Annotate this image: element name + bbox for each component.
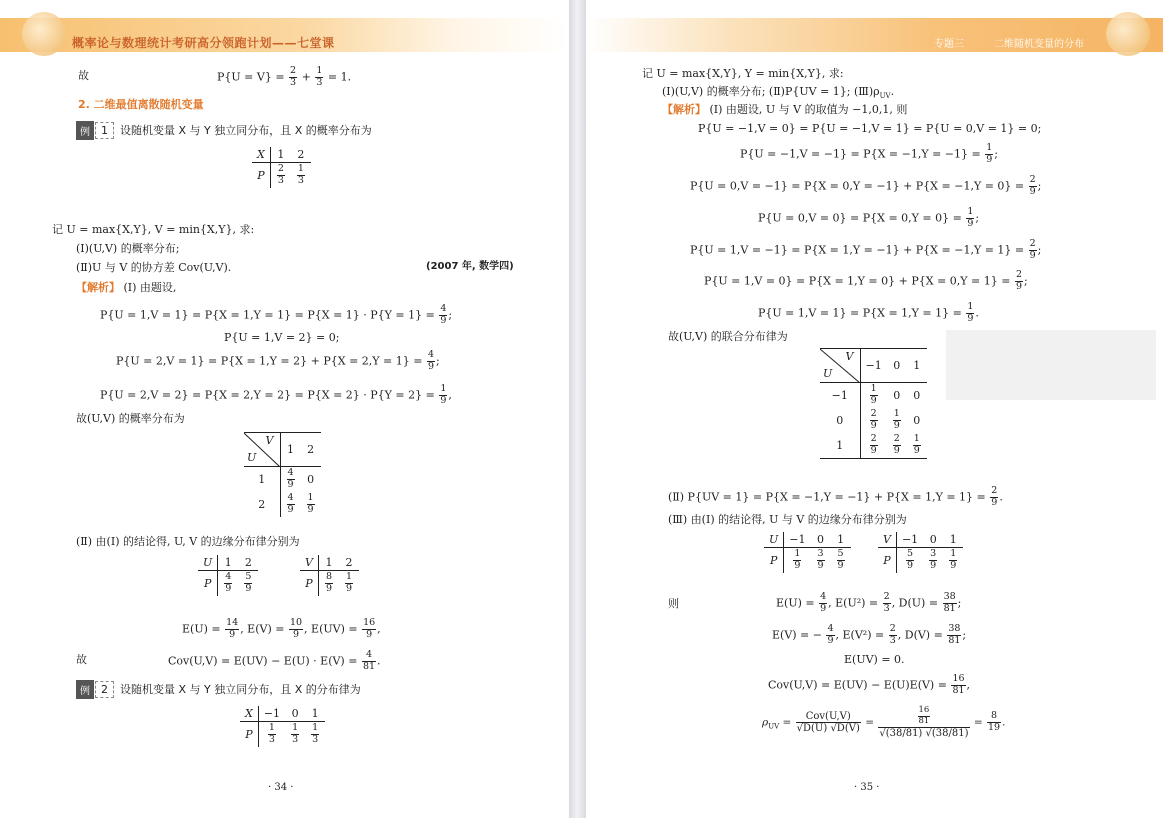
source-note: (2007 年, 数学四) [426, 261, 514, 272]
eq-1: P{U = 1,V = 1} = P{X = 1,Y = 1} = P{X = 1} · P{Y = 1} = $\frac{4}{9}$ ; [100, 303, 453, 326]
rho-line: $\rho_{UV}$ = $\frac{\text{Cov(U,V)}}{√D(U) √D(V)}$ = $\frac{\frac{16}{81}}{√(38/81) √(38/81)}$ = $\frac{8}{19}$ . [762, 705, 1006, 739]
joint-table-left: V U 1 2 1 $\frac{4}{9}$ 0 2 $\frac{4}{9}$ $\frac{1}{9}$ [244, 432, 321, 517]
x-distribution-table: X 1 2 P $\frac{2}{3}$ $\frac{1}{3}$ [252, 147, 311, 188]
right-header-title: 二维随机变量的分布 [994, 39, 1084, 50]
scan-bleed [946, 330, 1156, 400]
ze-label: 则 [668, 597, 679, 610]
joint-intro-right: 故(U,V) 的联合分布律为 [668, 330, 788, 343]
covariance-line: Cov(U,V) = E(UV) − E(U) · E(V) = $\frac{4}{81}$ . [168, 649, 381, 672]
r-eq-7: P{U = 1,V = 1} = P{X = 1,Y = 1} = $\frac{1}{9}$ . [758, 301, 979, 324]
example-1-badge: 例 1 [76, 121, 114, 140]
owl-logo-icon [22, 12, 66, 56]
joint-intro: 故(U,V) 的概率分布为 [76, 412, 185, 425]
eq-3: P{U = 2,V = 1} = P{X = 1,Y = 2} + P{X = 2,Y = 1} = $\frac{4}{9}$ ; [116, 349, 440, 372]
r-eq-6: P{U = 1,V = 0} = P{X = 1,Y = 0} + P{X = 0,Y = 1} = $\frac{2}{9}$ ; [704, 269, 1028, 292]
marginal-v-table-right: V −1 0 1 P $\frac{5}{9}$ $\frac{3}{9}$ $\frac{1}{9}$ [878, 532, 963, 573]
marginal-intro-right: (Ⅲ) 由(Ⅰ) 的结论得, U 与 V 的边缘分布律分别为 [668, 513, 907, 526]
gu-label-2: 故 [76, 653, 87, 666]
page-number-left: · 34 · [268, 782, 294, 793]
owl-logo-icon-right [1106, 12, 1150, 56]
eq-top: P{U = V} = $\frac{2}{3}$ + $\frac{1}{3}$ = 1. [217, 65, 352, 88]
left-header-title: 概率论与数理统计考研高分领跑计划——七堂课 [72, 36, 335, 50]
jiexi-line: 【解析】 (Ⅰ) 由题设, [76, 281, 177, 294]
marginal-u-table: U 1 2 P $\frac{4}{9}$ $\frac{5}{9}$ [198, 555, 258, 596]
r-eq-3: P{U = 0,V = −1} = P{X = 0,Y = −1} + P{X = −1,Y = 0} = $\frac{2}{9}$ ; [690, 174, 1042, 197]
example-2-badge: 例 2 [76, 680, 114, 699]
diagonal-header-cell: V U [820, 349, 860, 383]
marginal-v-table: V 1 2 P $\frac{8}{9}$ $\frac{1}{9}$ [300, 555, 359, 596]
question-line-right: (Ⅰ)(U,V) 的概率分布; (Ⅱ)P{UV = 1}; $(Ⅲ)\rho_{UV}$. [662, 85, 895, 101]
puv-line: (Ⅱ) P{UV = 1} = P{X = −1,Y = −1} + P{X = 1,Y = 1} = $\frac{2}{9}$ . [668, 485, 1003, 508]
example-1-text: 设随机变量 X 与 Y 独立同分布，且 X 的概率分布为 [120, 124, 372, 137]
left-page [0, 0, 569, 818]
joint-table-right: V U −1 0 1 −1 $\frac{1}{9}$ 0 0 0 $\frac{2}{9}$ $\frac{1}{9}$ 0 1 $\frac{2}{9}$ $\frac{2}{9}$ $\frac{1}{9}$ [820, 348, 927, 459]
r-eq-2: P{U = −1,V = −1} = P{X = −1,Y = −1} = $\frac{1}{9}$ ; [740, 142, 998, 165]
diagonal-header-cell: V U [244, 433, 280, 467]
page-number-right: · 35 · [854, 782, 880, 793]
right-header-topic: 专题三 [934, 39, 964, 50]
fraction: $\frac{2}{3}$ [290, 65, 297, 88]
moments-v: E(V) = − $\frac{4}{9}$ , E(V²) = $\frac{2}{3}$ , D(V) = $\frac{38}{81}$ ; [772, 623, 967, 646]
jiexi-line-right: 【解析】 (Ⅰ) 由题设, U 与 V 的取值为 −1,0,1, 则 [662, 103, 908, 116]
section-heading: 2. 二维最值离散随机变量 [78, 98, 204, 111]
eq-2: P{U = 1,V = 2} = 0; [224, 331, 340, 344]
eq-4: P{U = 2,V = 2} = P{X = 2,Y = 2} = P{X = 2} · P{Y = 2} = $\frac{1}{9}$ , [100, 383, 452, 406]
book-gutter [569, 0, 586, 818]
question-2: (Ⅱ)U 与 V 的协方差 Cov(U,V). [76, 261, 232, 274]
r-eq-4: P{U = 0,V = 0} = P{X = 0,Y = 0} = $\frac{1}{9}$ ; [758, 206, 980, 229]
marginal-intro: (Ⅱ) 由(Ⅰ) 的结论得, U, V 的边缘分布律分别为 [76, 535, 300, 548]
question-1: (Ⅰ)(U,V) 的概率分布; [76, 242, 180, 255]
marginal-u-table-right: U −1 0 1 P $\frac{1}{9}$ $\frac{3}{9}$ $\frac{5}{9}$ [764, 532, 851, 573]
moments-u: E(U) = $\frac{4}{9}$ , E(U²) = $\frac{2}{3}$ , D(U) = $\frac{38}{81}$ ; [776, 591, 962, 614]
r-eq-1: P{U = −1,V = 0} = P{U = −1,V = 1} = P{U = 0,V = 1} = 0; [698, 122, 1042, 135]
right-page [586, 0, 1163, 818]
example-2-text: 设随机变量 X 与 Y 独立同分布，且 X 的分布律为 [120, 683, 361, 696]
euv-line: E(UV) = 0. [844, 653, 905, 666]
x-distribution-table-2: X −1 0 1 P $\frac{1}{3}$ $\frac{1}{3}$ $\frac{1}{3}$ [240, 706, 325, 747]
ji-line: 记 U = max{X,Y}, V = min{X,Y}, 求: [52, 223, 255, 236]
cov-line-right: Cov(U,V) = E(UV) − E(U)E(V) = $\frac{16}{81}$ , [768, 673, 971, 696]
r-eq-5: P{U = 1,V = −1} = P{X = 1,Y = −1} + P{X = −1,Y = 1} = $\frac{2}{9}$ ; [690, 238, 1042, 261]
expectations-line: E(U) = $\frac{14}{9}$ , E(V) = $\frac{10}{9}$ , E(UV) = $\frac{16}{9}$ , [182, 617, 381, 640]
gu-label-1: 故 [78, 69, 89, 82]
ji-line-right: 记 U = max{X,Y}, Y = min{X,Y}, 求: [642, 67, 844, 80]
fraction: $\frac{1}{3}$ [316, 65, 323, 88]
